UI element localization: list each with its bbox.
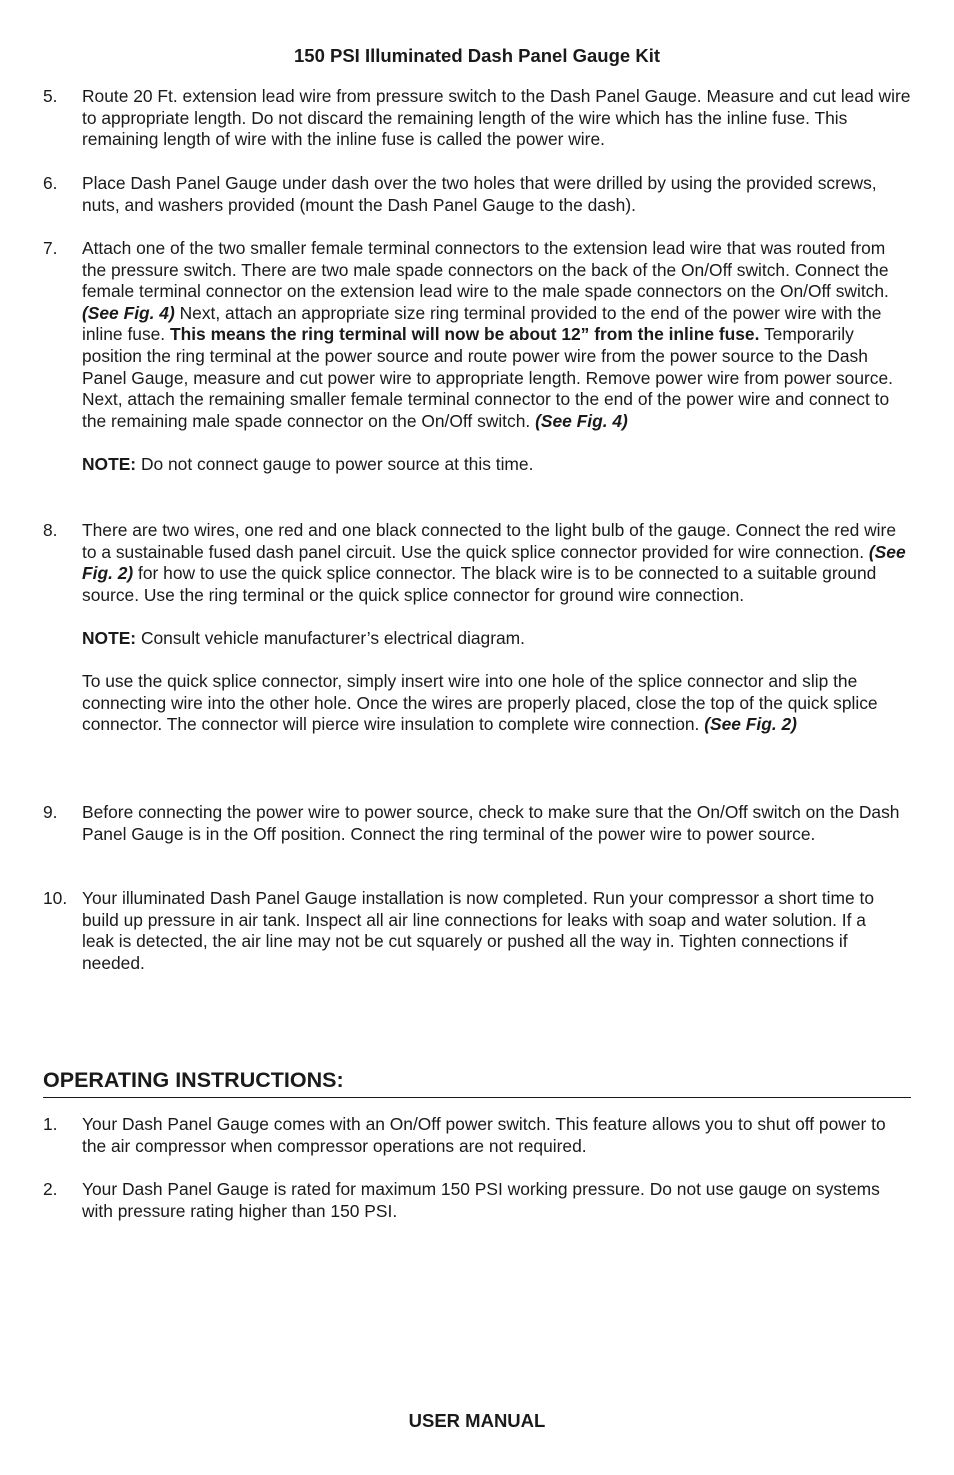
note xyxy=(82,454,909,476)
step-9 xyxy=(43,802,918,845)
step-8 xyxy=(43,520,909,736)
step-number: 7. xyxy=(43,238,58,258)
item-number: 1. xyxy=(43,1114,58,1134)
page-title: 150 PSI Illuminated Dash Panel Gauge Kit xyxy=(294,45,660,66)
step-text: Place Dash Panel Gauge under dash over the two holes that were drilled by using the provided screws, nuts, and washers provided (mount the Dash Panel Gauge to the dash). xyxy=(82,173,877,215)
step-text-part: Attach one of the two smaller female terminal connectors to the extension lead wire that was routed from the pressure switch. There are two male spade connectors on the back of the On/Off switch. Connect the female terminal connector on the extension lead wire to the male spade connectors on the On/Off switch. xyxy=(82,238,889,302)
step-text: Your illuminated Dash Panel Gauge installation is now completed. Run your compressor a short time to build up pressure in air tank. Inspect all air line connections for leaks with soap and water solution. If a leak is detected, the air line may not be cut squarely or pushed all the way in. Tighten connections if needed. xyxy=(82,888,875,973)
step-text xyxy=(82,671,909,736)
note-label: NOTE: xyxy=(82,627,137,648)
step-text-part: for how to use the quick splice connector. The black wire is to be connected to a suitable ground source. Use the ring terminal or the quick splice connector for ground wire connection. xyxy=(82,563,877,605)
note-label: NOTE: xyxy=(82,453,137,474)
note-text: Do not connect gauge to power source at this time. xyxy=(136,453,534,474)
step-text: Before connecting the power wire to power source, check to make sure that the On/Off switch on the Dash Panel Gauge is in the Off position. Connect the ring terminal of the power wire to power source. xyxy=(82,802,900,844)
footer-label: USER MANUAL xyxy=(408,1410,546,1431)
figure-reference: (See Fig. 4) xyxy=(82,302,175,323)
step-number: 10. xyxy=(43,888,68,908)
step-number: 5. xyxy=(43,86,58,106)
operating-instructions-heading: OPERATING INSTRUCTIONS: xyxy=(43,1066,911,1098)
step-text-part: Next, attach an appropriate size ring terminal provided to the end of the power wire with the inline fuse. xyxy=(82,302,882,345)
step-10 xyxy=(43,888,888,974)
step-number: 6. xyxy=(43,173,58,193)
step-text xyxy=(82,520,909,606)
emphasis-text: This means the ring terminal will now be about 12” from the inline fuse. xyxy=(169,324,760,345)
figure-reference: (See Fig. 4) xyxy=(535,410,628,431)
step-5 xyxy=(43,86,918,151)
figure-reference: (See Fig. 2) xyxy=(704,714,797,735)
step-text xyxy=(82,238,909,432)
note xyxy=(82,628,909,650)
step-text-part: Temporarily position the ring terminal at the power source and route power wire from the power source to the Dash Panel Gauge, measure and cut power wire to appropriate length. Remove power wire from power source. Next, attach the remaining smaller female terminal connector to the end of the power wire and connect to the remaining male spade connector on the On/Off switch. xyxy=(82,324,894,431)
step-text: Route 20 Ft. extension lead wire from pressure switch to the Dash Panel Gauge. Measure and cut lead wire to appropriate length. Do not discard the remaining length of the wire which has the inline fuse. This remaining length of wire with the inline fuse is called the power wire. xyxy=(82,86,911,150)
step-text-part: There are two wires, one red and one black connected to the light bulb of the gauge. Connect the red wire to a sustainable fused dash panel circuit. Use the quick splice connector provided for wire connection. xyxy=(82,520,897,562)
step-7 xyxy=(43,238,909,476)
step-text-part: To use the quick splice connector, simply insert wire into one hole of the splice connector and slip the connecting wire into the other hole. Once the wires are properly placed, close the top of the quick splice connector. The connector will pierce wire insulation to complete wire connection. xyxy=(82,671,878,735)
step-number: 9. xyxy=(43,802,58,822)
item-text: Your Dash Panel Gauge is rated for maximum 150 PSI working pressure. Do not use gauge on systems with pressure rating higher than 150 PSI. xyxy=(82,1179,880,1221)
note-text: Consult vehicle manufacturer’s electrical diagram. xyxy=(136,627,525,648)
item-text: Your Dash Panel Gauge comes with an On/Off power switch. This feature allows you to shut off power to the air compressor when compressor operations are not required. xyxy=(82,1114,886,1156)
step-6 xyxy=(43,173,918,216)
figure-reference: (See Fig. 2) xyxy=(82,541,906,584)
operating-item-2 xyxy=(43,1179,911,1222)
item-number: 2. xyxy=(43,1179,58,1199)
operating-item-1 xyxy=(43,1114,911,1157)
step-number: 8. xyxy=(43,520,58,540)
